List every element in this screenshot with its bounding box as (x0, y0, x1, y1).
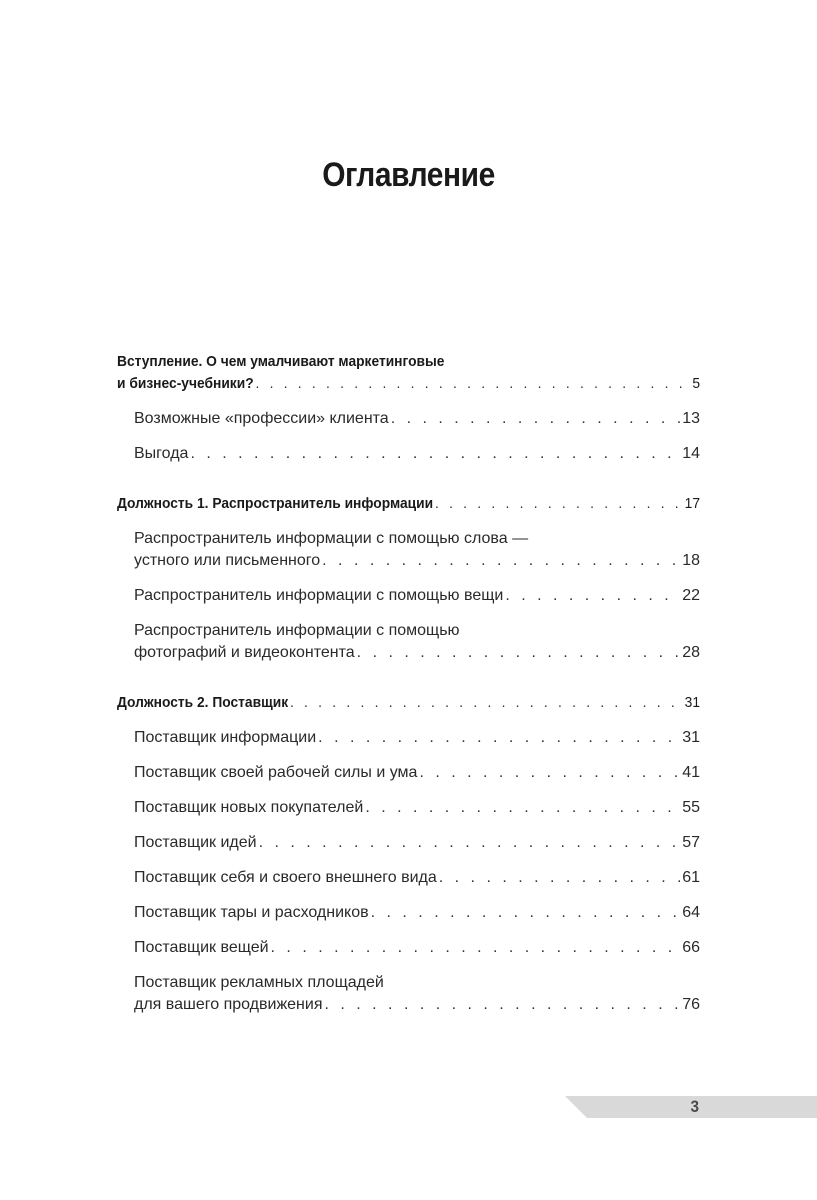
toc-page-number: 61 (682, 869, 700, 886)
dot-leader (505, 585, 680, 607)
toc-page-number: 14 (682, 445, 700, 462)
toc-entry-text: Выгода (134, 445, 189, 462)
toc-subentry[interactable] (117, 902, 700, 924)
dot-leader (371, 902, 681, 924)
dot-leader (259, 832, 681, 854)
dot-leader (290, 692, 683, 714)
toc-chapter-entry[interactable] (117, 493, 700, 515)
toc-entry-text: Распространитель информации с помощью слова — (134, 530, 529, 547)
toc-entry-text: Должность 1. Распространитель информации (117, 495, 434, 512)
toc-page-number: 22 (682, 587, 700, 604)
toc-subentry[interactable] (117, 585, 700, 607)
toc-chapter-entry[interactable] (117, 351, 700, 395)
toc-page-number: 76 (682, 996, 700, 1013)
toc-subentry[interactable] (117, 867, 700, 889)
toc-entry-text: для вашего продвижения (134, 996, 323, 1013)
dot-leader (324, 994, 680, 1016)
dot-leader (190, 443, 680, 465)
toc-entry-text: Поставщик своей рабочей силы и ума (134, 764, 418, 781)
dot-leader (435, 493, 683, 515)
toc-entry-text: Поставщик новых покупателей (134, 799, 364, 816)
toc-section (117, 493, 700, 664)
toc-subentry[interactable] (117, 408, 700, 430)
page-title: Оглавление (322, 156, 495, 194)
toc-section (117, 692, 700, 1016)
toc-page-number: 55 (682, 799, 700, 816)
toc-entry-text: Распространитель информации с помощью (134, 622, 460, 639)
toc-entry-text: и бизнес-учебники? (117, 375, 254, 392)
toc-entry-text: Поставщик вещей (134, 939, 269, 956)
toc-entry-text: устного или письменного (134, 552, 321, 569)
toc-chapter-entry[interactable] (117, 692, 700, 714)
toc-subentry[interactable] (117, 528, 700, 572)
toc-entry-text: Поставщик себя и своего внешнего вида (134, 869, 437, 886)
toc-page-number: 13 (682, 410, 700, 427)
toc-page-number: 18 (682, 552, 700, 569)
toc-entry-text: Распространитель информации с помощью вещи (134, 587, 504, 604)
dot-leader (271, 937, 681, 959)
toc-entry-text: Должность 2. Поставщик (117, 694, 289, 711)
toc-entry-text: Поставщик тары и расходников (134, 904, 369, 921)
table-of-contents (117, 351, 700, 1044)
toc-page-number: 17 (684, 495, 701, 512)
toc-entry-text: фотографий и видеоконтента (134, 644, 355, 661)
toc-page-number: 64 (682, 904, 700, 921)
dot-leader (318, 727, 680, 749)
toc-subentry[interactable] (117, 832, 700, 854)
toc-subentry[interactable] (117, 620, 700, 664)
toc-subentry[interactable] (117, 972, 700, 1016)
toc-subentry[interactable] (117, 797, 700, 819)
toc-entry-text: Поставщик информации (134, 729, 317, 746)
toc-entry-text: Поставщик рекламных площадей (134, 974, 384, 991)
toc-entry-text: Возможные «профессии» клиента (134, 410, 389, 427)
dot-leader (255, 373, 690, 395)
dot-leader (365, 797, 680, 819)
dot-leader (391, 408, 681, 430)
dot-leader (439, 867, 680, 889)
toc-subentry[interactable] (117, 727, 700, 749)
toc-page-number: 31 (682, 729, 700, 746)
toc-section (117, 351, 700, 465)
toc-entry-text: Поставщик идей (134, 834, 257, 851)
toc-subentry[interactable] (117, 937, 700, 959)
toc-entry-text: Вступление. О чем умалчивают маркетинговые (117, 353, 445, 370)
toc-page-number: 31 (684, 694, 701, 711)
dot-leader (322, 550, 680, 572)
toc-page-number: 57 (682, 834, 700, 851)
toc-subentry[interactable] (117, 443, 700, 465)
page-number: 3 (690, 1097, 699, 1116)
toc-page-number: 5 (692, 375, 701, 392)
dot-leader (357, 642, 681, 664)
dot-leader (419, 762, 680, 784)
toc-page-number: 28 (682, 644, 700, 661)
toc-page-number: 66 (682, 939, 700, 956)
toc-subentry[interactable] (117, 762, 700, 784)
toc-page-number: 41 (682, 764, 700, 781)
